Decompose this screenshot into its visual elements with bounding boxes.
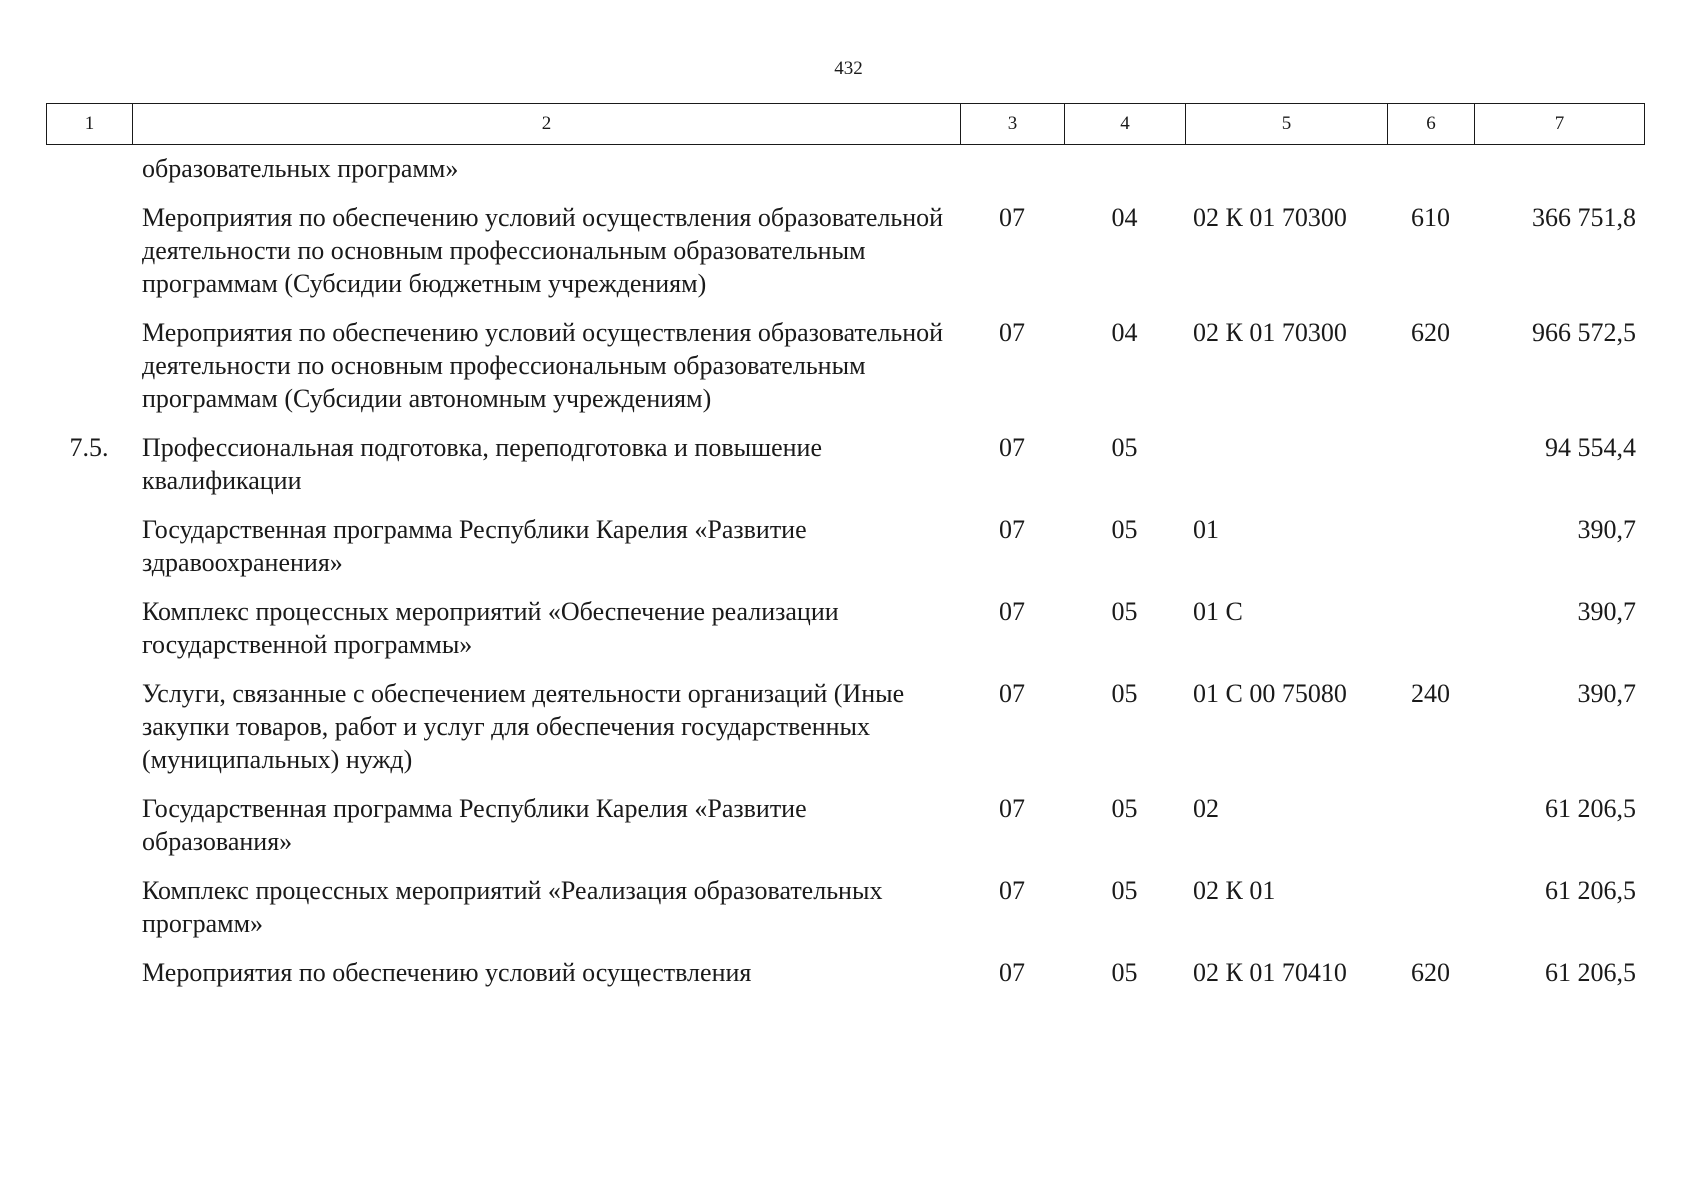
row-target-article: 02 xyxy=(1193,794,1219,823)
row-number xyxy=(46,513,132,595)
row-number xyxy=(46,677,132,792)
table-row xyxy=(46,956,1644,1005)
row-target-article: 02 К 01 70300 xyxy=(1193,318,1347,347)
row-subsection: 04 xyxy=(1111,318,1138,347)
row-expense-type: 620 xyxy=(1411,318,1450,347)
header-col-6: 6 xyxy=(1388,104,1475,145)
header-col-3: 3 xyxy=(961,104,1065,145)
table-row xyxy=(46,513,1644,595)
row-expense-type: 240 xyxy=(1411,679,1450,708)
row-subsection: 05 xyxy=(1111,515,1138,544)
row-name: Государственная программа Республики Карелия «Развитие здравоохранения» xyxy=(142,515,807,577)
row-target-article xyxy=(1185,431,1387,513)
row-amount: 366 751,8 xyxy=(1532,203,1636,232)
row-section: 07 xyxy=(999,515,1025,544)
row-subsection: 05 xyxy=(1111,876,1138,905)
row-amount xyxy=(1474,152,1644,201)
row-subsection: 05 xyxy=(1111,958,1138,987)
header-col-4: 4 xyxy=(1065,104,1186,145)
row-name: Мероприятия по обеспечению условий осуществления образовательной деятельности по основным профессиональным образовательным программам (Субсидии бюджетным учреждениям) xyxy=(142,203,944,298)
row-target-article: 02 К 01 xyxy=(1193,876,1276,905)
table-row xyxy=(46,152,1644,201)
row-name: Комплекс процессных мероприятий «Реализация образовательных программ» xyxy=(142,876,883,938)
row-expense-type xyxy=(1387,595,1474,677)
row-number xyxy=(46,874,132,956)
row-name: Профессиональная подготовка, переподготовка и повышение квалификации xyxy=(142,433,823,495)
row-number xyxy=(46,152,132,201)
row-section: 07 xyxy=(999,203,1025,232)
row-name: Мероприятия по обеспечению условий осуществления образовательной деятельности по основным профессиональным образовательным программам (Субсидии автономным учреждениям) xyxy=(142,318,944,413)
row-expense-type xyxy=(1387,792,1474,874)
row-subsection: 05 xyxy=(1111,679,1138,708)
row-section: 07 xyxy=(999,794,1025,823)
row-expense-type xyxy=(1387,874,1474,956)
row-section: 07 xyxy=(999,318,1025,347)
row-target-article: 02 К 01 70410 xyxy=(1193,958,1347,987)
row-target-article: 02 К 01 70300 xyxy=(1193,203,1347,232)
row-name: Государственная программа Республики Карелия «Развитие образования» xyxy=(142,794,807,856)
row-amount: 390,7 xyxy=(1577,597,1636,626)
row-subsection: 05 xyxy=(1111,433,1138,462)
row-name: Мероприятия по обеспечению условий осуществления xyxy=(142,958,752,987)
row-amount: 390,7 xyxy=(1577,679,1636,708)
header-col-2: 2 xyxy=(133,104,961,145)
row-subsection xyxy=(1064,152,1185,201)
row-expense-type: 620 xyxy=(1411,958,1450,987)
row-section: 07 xyxy=(999,679,1025,708)
row-section xyxy=(960,152,1064,201)
row-number xyxy=(46,316,132,431)
row-number xyxy=(46,595,132,677)
row-section: 07 xyxy=(999,433,1025,462)
table-row xyxy=(46,677,1644,792)
header-col-1: 1 xyxy=(47,104,133,145)
row-expense-type xyxy=(1387,431,1474,513)
table-row xyxy=(46,316,1644,431)
table-row xyxy=(46,431,1644,513)
row-expense-type: 610 xyxy=(1411,203,1450,232)
row-subsection: 05 xyxy=(1111,794,1138,823)
row-amount: 61 206,5 xyxy=(1545,876,1636,905)
row-expense-type xyxy=(1387,152,1474,201)
row-section: 07 xyxy=(999,876,1025,905)
header-col-7: 7 xyxy=(1475,104,1645,145)
page-number: 432 xyxy=(834,58,863,79)
row-name: образовательных программ» xyxy=(142,154,459,183)
row-amount: 966 572,5 xyxy=(1532,318,1636,347)
table-header xyxy=(46,103,1645,145)
row-expense-type xyxy=(1387,513,1474,595)
row-section: 07 xyxy=(999,958,1025,987)
row-amount: 61 206,5 xyxy=(1545,794,1636,823)
table-row xyxy=(46,874,1644,956)
row-name: Комплекс процессных мероприятий «Обеспечение реализации государственной программы» xyxy=(142,597,839,659)
row-target-article: 01 С xyxy=(1193,597,1243,626)
row-number xyxy=(46,956,132,1005)
row-section: 07 xyxy=(999,597,1025,626)
row-target-article: 01 С 00 75080 xyxy=(1193,679,1347,708)
row-subsection: 04 xyxy=(1111,203,1138,232)
table-row xyxy=(46,201,1644,316)
table-row xyxy=(46,792,1644,874)
row-target-article xyxy=(1185,152,1387,201)
row-number xyxy=(46,201,132,316)
budget-table xyxy=(46,152,1644,1005)
row-number xyxy=(46,792,132,874)
row-target-article: 01 xyxy=(1193,515,1219,544)
row-amount: 61 206,5 xyxy=(1545,958,1636,987)
header-col-5: 5 xyxy=(1186,104,1388,145)
row-amount: 390,7 xyxy=(1577,515,1636,544)
row-amount: 94 554,4 xyxy=(1545,433,1636,462)
row-number: 7.5. xyxy=(69,433,109,462)
row-subsection: 05 xyxy=(1111,597,1138,626)
table-row xyxy=(46,595,1644,677)
row-name: Услуги, связанные с обеспечением деятельности организаций (Иные закупки товаров, работ и услуг для обеспечения государственных (муниципальных) нужд) xyxy=(142,679,905,774)
